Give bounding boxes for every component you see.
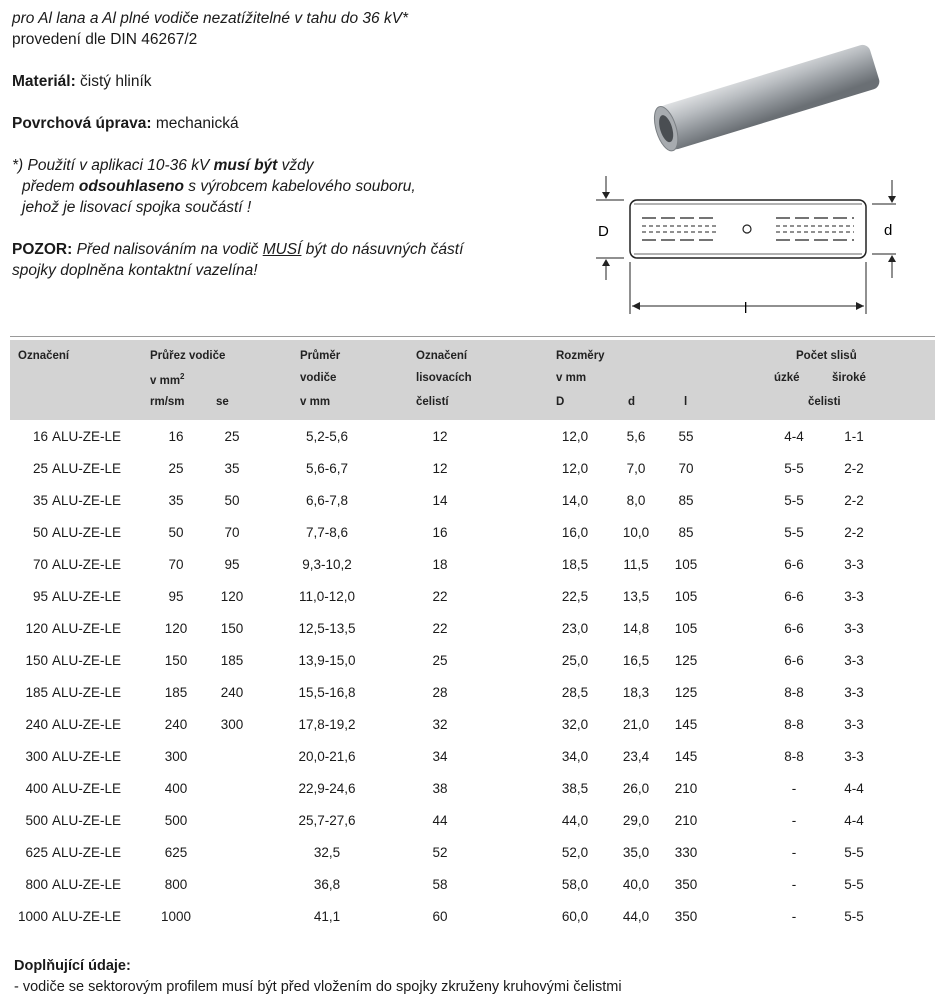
cell-l: 85 <box>678 493 694 508</box>
cell-wide: 5-5 <box>844 845 864 860</box>
cell-rm: 50 <box>168 525 184 540</box>
cell-se: 95 <box>224 557 240 572</box>
label-d: d <box>884 222 893 239</box>
cell-name: ALU-ZE-LE <box>52 589 122 604</box>
notes-title: Doplňující údaje: <box>14 958 131 974</box>
cell-dia: 41,1 <box>313 909 341 924</box>
th-narrow: úzké <box>774 372 800 384</box>
cell-rm: 120 <box>164 621 188 636</box>
table-row <box>10 904 935 936</box>
divider <box>10 336 935 337</box>
cell-l: 350 <box>674 909 698 924</box>
footnote-line-2: předem odsouhlaseno s výrobcem kabelového souboru, <box>22 178 416 195</box>
cell-se: 35 <box>224 461 240 476</box>
table-body <box>10 424 935 936</box>
cell-narrow: - <box>791 781 797 796</box>
cell-name: ALU-ZE-LE <box>52 685 122 700</box>
intro-text <box>12 8 572 281</box>
table-row <box>10 744 935 776</box>
cell-jaw: 14 <box>432 493 448 508</box>
th-l: l <box>684 396 688 408</box>
cell-D: 28,5 <box>561 685 589 700</box>
cell-name: ALU-ZE-LE <box>52 717 122 732</box>
cell-D: 52,0 <box>561 845 589 860</box>
cell-rm: 1000 <box>160 909 192 924</box>
cell-D: 58,0 <box>561 877 589 892</box>
cell-dia: 17,8-19,2 <box>298 717 356 732</box>
cell-narrow: 5-5 <box>784 525 804 540</box>
label-D: D <box>598 223 609 240</box>
cell-D: 12,0 <box>561 461 589 476</box>
cell-d: 16,5 <box>622 653 650 668</box>
cell-rm: 185 <box>164 685 188 700</box>
cell-rm: 16 <box>168 429 184 444</box>
cell-d: 29,0 <box>622 813 650 828</box>
cell-l: 55 <box>678 429 694 444</box>
cell-wide: 3-3 <box>844 557 864 572</box>
cell-d: 10,0 <box>622 525 650 540</box>
cell-narrow: 8-8 <box>784 685 804 700</box>
table-row <box>10 424 935 456</box>
th-se: se <box>216 396 229 408</box>
splice-photo <box>640 34 900 164</box>
table-header <box>10 340 935 420</box>
th-D: D <box>556 396 565 408</box>
cell-num: 300 <box>25 749 48 764</box>
cell-narrow: 5-5 <box>784 461 804 476</box>
cell-jaw: 52 <box>432 845 448 860</box>
cell-se: 240 <box>220 685 244 700</box>
th-jaw: Označení <box>416 350 468 362</box>
cell-wide: 2-2 <box>844 493 864 508</box>
cell-narrow: 6-6 <box>784 621 804 636</box>
cell-name: ALU-ZE-LE <box>52 813 122 828</box>
cell-name: ALU-ZE-LE <box>52 429 122 444</box>
cell-jaw: 22 <box>432 621 448 636</box>
cell-d: 26,0 <box>622 781 650 796</box>
cell-name: ALU-ZE-LE <box>52 557 122 572</box>
material-line: Materiál: čistý hliník <box>12 73 152 90</box>
cell-D: 60,0 <box>561 909 589 924</box>
cell-l: 105 <box>674 557 698 572</box>
cell-narrow: - <box>791 845 797 860</box>
cell-wide: 3-3 <box>844 685 864 700</box>
cell-l: 210 <box>674 781 698 796</box>
th-jaw-2: lisovacích <box>416 372 472 384</box>
cell-l: 125 <box>674 653 698 668</box>
cell-num: 25 <box>32 461 48 476</box>
cell-wide: 1-1 <box>844 429 864 444</box>
cell-num: 185 <box>25 685 48 700</box>
technical-drawing <box>590 168 900 318</box>
cell-l: 125 <box>674 685 698 700</box>
cell-rm: 95 <box>168 589 184 604</box>
th-designation: Označení <box>18 350 70 362</box>
cell-name: ALU-ZE-LE <box>52 493 122 508</box>
cell-d: 8,0 <box>626 493 646 508</box>
cell-rm: 150 <box>164 653 188 668</box>
table-row <box>10 872 935 904</box>
cell-wide: 3-3 <box>844 589 864 604</box>
cell-wide: 3-3 <box>844 653 864 668</box>
cell-wide: 5-5 <box>844 909 864 924</box>
cell-rm: 625 <box>164 845 188 860</box>
cell-name: ALU-ZE-LE <box>52 653 122 668</box>
cell-se: 150 <box>220 621 244 636</box>
cell-d: 35,0 <box>622 845 650 860</box>
cell-rm: 300 <box>164 749 188 764</box>
cell-l: 145 <box>674 749 698 764</box>
table-row <box>10 520 935 552</box>
cell-jaw: 28 <box>432 685 448 700</box>
th-diameter-unit: v mm <box>300 396 331 408</box>
th-wide: široké <box>832 372 866 384</box>
cell-jaw: 38 <box>432 781 448 796</box>
table-row <box>10 808 935 840</box>
cell-d: 23,4 <box>622 749 650 764</box>
cell-narrow: - <box>791 813 797 828</box>
cell-rm: 400 <box>164 781 188 796</box>
cell-wide: 2-2 <box>844 461 864 476</box>
cell-se: 185 <box>220 653 244 668</box>
cell-dia: 22,9-24,6 <box>298 781 356 796</box>
cell-dia: 15,5-16,8 <box>298 685 356 700</box>
cell-dia: 20,0-21,6 <box>298 749 356 764</box>
cell-jaw: 58 <box>432 877 448 892</box>
cell-D: 12,0 <box>561 429 589 444</box>
cell-num: 800 <box>25 877 48 892</box>
cell-dia: 13,9-15,0 <box>298 653 356 668</box>
cell-jaw: 12 <box>432 461 448 476</box>
warning-line-1: POZOR: Před nalisováním na vodič MUSÍ být do násuvných částí <box>12 241 464 258</box>
cell-wide: 3-3 <box>844 717 864 732</box>
cell-rm: 800 <box>164 877 188 892</box>
cell-d: 11,5 <box>623 557 649 572</box>
cell-D: 16,0 <box>561 525 589 540</box>
cell-jaw: 34 <box>432 749 448 764</box>
cell-rm: 35 <box>168 493 184 508</box>
table-row <box>10 648 935 680</box>
cell-dia: 5,2-5,6 <box>305 429 349 444</box>
th-jaw-3: čelistí <box>416 396 449 408</box>
cell-l: 330 <box>674 845 698 860</box>
cell-name: ALU-ZE-LE <box>52 845 122 860</box>
th-rm-sm: rm/sm <box>150 396 185 408</box>
cell-narrow: - <box>791 877 797 892</box>
cell-narrow: - <box>791 909 797 924</box>
cell-se: 50 <box>224 493 240 508</box>
cell-D: 38,5 <box>561 781 589 796</box>
cell-name: ALU-ZE-LE <box>52 909 122 924</box>
cell-D: 44,0 <box>561 813 589 828</box>
cell-rm: 240 <box>164 717 188 732</box>
cell-num: 625 <box>25 845 48 860</box>
cell-dia: 5,6-6,7 <box>305 461 349 476</box>
th-d: d <box>628 396 636 408</box>
cell-name: ALU-ZE-LE <box>52 621 122 636</box>
cell-narrow: 6-6 <box>784 557 804 572</box>
cell-num: 150 <box>25 653 48 668</box>
cell-dia: 6,6-7,8 <box>305 493 349 508</box>
th-crimps: Počet slisů <box>796 350 857 362</box>
cell-dia: 36,8 <box>313 877 341 892</box>
cell-name: ALU-ZE-LE <box>52 877 122 892</box>
cell-rm: 500 <box>164 813 188 828</box>
cell-rm: 70 <box>168 557 184 572</box>
cell-d: 5,6 <box>626 429 646 444</box>
table-row <box>10 552 935 584</box>
cell-d: 18,3 <box>622 685 650 700</box>
cell-l: 350 <box>674 877 698 892</box>
table-row <box>10 776 935 808</box>
cell-d: 13,5 <box>622 589 650 604</box>
cell-D: 18,5 <box>561 557 589 572</box>
table-row <box>10 840 935 872</box>
cell-name: ALU-ZE-LE <box>52 525 122 540</box>
cell-d: 7,0 <box>626 461 646 476</box>
cell-wide: 3-3 <box>844 621 864 636</box>
cell-num: 500 <box>25 813 48 828</box>
notes-line-1: - vodiče se sektorovým profilem musí být před vložením do spojky zkruženy kruhovými čelistmi <box>14 979 622 995</box>
cell-narrow: 8-8 <box>784 717 804 732</box>
cell-l: 210 <box>674 813 698 828</box>
cell-D: 32,0 <box>561 717 589 732</box>
cell-dia: 11,0-12,0 <box>298 589 356 604</box>
cell-jaw: 60 <box>432 909 448 924</box>
cell-D: 14,0 <box>561 493 589 508</box>
cell-num: 35 <box>32 493 48 508</box>
table-row <box>10 680 935 712</box>
cell-d: 21,0 <box>622 717 650 732</box>
th-diameter-2: vodiče <box>300 372 337 384</box>
cell-dia: 25,7-27,6 <box>298 813 356 828</box>
surface-line: Povrchová úprava: mechanická <box>12 115 239 132</box>
cell-D: 34,0 <box>561 749 589 764</box>
cell-num: 50 <box>32 525 48 540</box>
th-unit-mm2: v $mm^2$ <box>150 372 185 387</box>
th-cross-section: Průřez vodiče <box>150 350 226 362</box>
cell-wide: 3-3 <box>844 749 864 764</box>
warning-line-2: spojky doplněna kontaktní vazelína! <box>12 262 258 279</box>
cell-d: 44,0 <box>622 909 650 924</box>
cell-name: ALU-ZE-LE <box>52 749 122 764</box>
cell-d: 14,8 <box>622 621 650 636</box>
th-diameter: Průměr <box>300 350 341 362</box>
cell-narrow: 5-5 <box>784 493 804 508</box>
cell-l: 105 <box>674 589 698 604</box>
cell-name: ALU-ZE-LE <box>52 781 122 796</box>
intro-line-2: provedení dle DIN 46267/2 <box>12 31 198 48</box>
cell-num: 400 <box>25 781 48 796</box>
table-row <box>10 488 935 520</box>
cell-num: 1000 <box>17 909 48 924</box>
cell-wide: 4-4 <box>844 781 864 796</box>
notes <box>14 956 622 998</box>
cell-se: 300 <box>220 717 244 732</box>
cell-l: 70 <box>678 461 694 476</box>
cell-narrow: 6-6 <box>784 589 804 604</box>
cell-narrow: 8-8 <box>784 749 804 764</box>
footnote-line-1: *) Použití v aplikaci 10-36 kV musí být vždy <box>12 157 314 174</box>
cell-jaw: 18 <box>432 557 448 572</box>
cell-dia: 9,3-10,2 <box>302 557 352 572</box>
cell-D: 25,0 <box>561 653 589 668</box>
cell-jaw: 22 <box>432 589 448 604</box>
table-row <box>10 456 935 488</box>
cell-dia: 12,5-13,5 <box>298 621 356 636</box>
cell-d: 40,0 <box>622 877 650 892</box>
cell-num: 70 <box>32 557 48 572</box>
cell-num: 120 <box>25 621 48 636</box>
cell-jaw: 44 <box>432 813 448 828</box>
cell-narrow: 4-4 <box>784 429 804 444</box>
th-dims-unit: v mm <box>556 372 587 384</box>
cell-num: 240 <box>25 717 48 732</box>
th-jaws: čelisti <box>808 396 841 408</box>
cell-l: 105 <box>674 621 698 636</box>
cell-jaw: 12 <box>432 429 448 444</box>
cell-l: 145 <box>674 717 698 732</box>
cell-D: 23,0 <box>561 621 589 636</box>
cell-jaw: 32 <box>432 717 448 732</box>
table-row <box>10 616 935 648</box>
intro-line-1: pro Al lana a Al plné vodiče nezatížitelné v tahu do 36 kV* <box>12 10 409 27</box>
table-row <box>10 712 935 744</box>
th-dims: Rozměry <box>556 350 605 362</box>
cell-dia: 32,5 <box>313 845 341 860</box>
cell-name: ALU-ZE-LE <box>52 461 122 476</box>
footnote-line-3: jehož je lisovací spojka součástí ! <box>22 199 252 216</box>
cell-narrow: 6-6 <box>784 653 804 668</box>
cell-jaw: 16 <box>432 525 448 540</box>
cell-D: 22,5 <box>561 589 589 604</box>
cell-se: 120 <box>220 589 244 604</box>
cell-jaw: 25 <box>432 653 448 668</box>
cell-wide: 2-2 <box>844 525 864 540</box>
cell-se: 25 <box>224 429 240 444</box>
table-row <box>10 584 935 616</box>
cell-wide: 5-5 <box>844 877 864 892</box>
cell-dia: 7,7-8,6 <box>305 525 349 540</box>
label-l: l <box>744 300 748 317</box>
cell-num: 16 <box>32 429 48 444</box>
cell-l: 85 <box>678 525 694 540</box>
cell-num: 95 <box>32 589 48 604</box>
cell-se: 70 <box>224 525 240 540</box>
cell-wide: 4-4 <box>844 813 864 828</box>
cell-rm: 25 <box>168 461 184 476</box>
